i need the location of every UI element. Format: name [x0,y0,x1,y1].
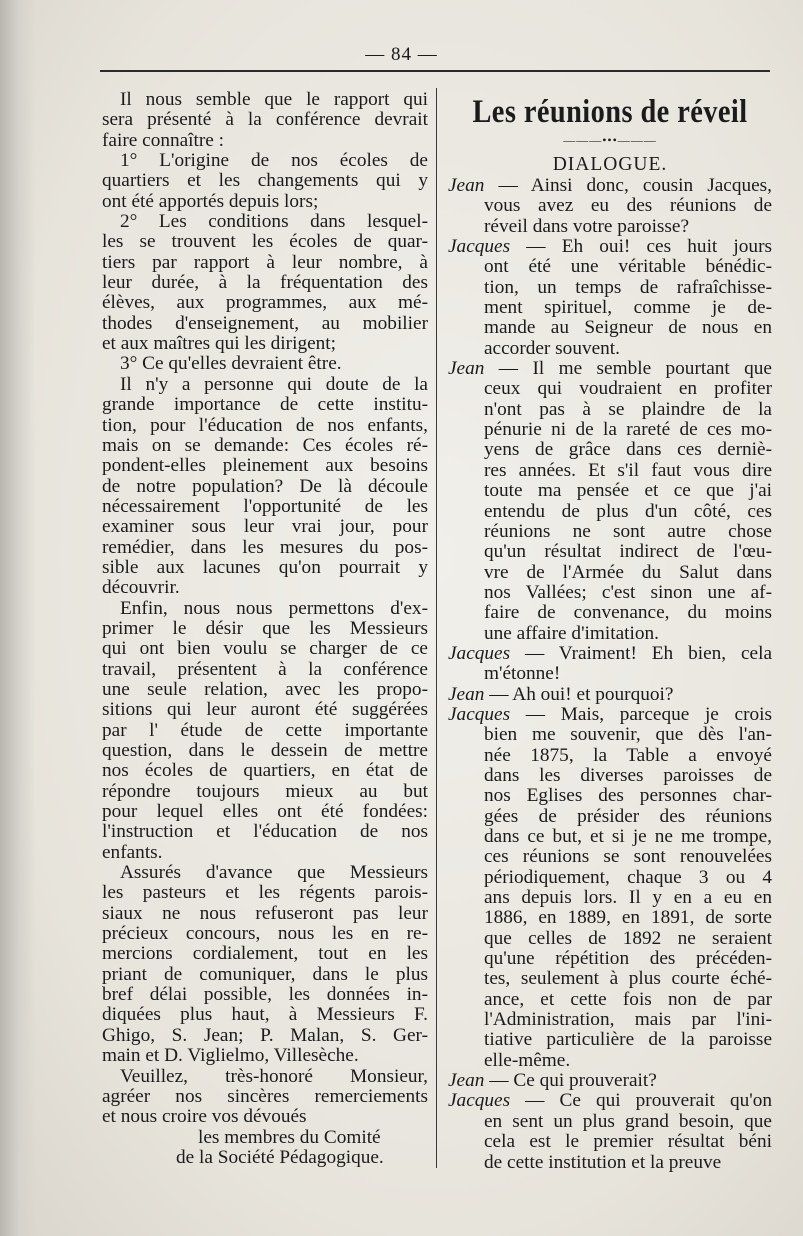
page-number: — 84 — [365,44,438,65]
dialogue-turn [448,705,772,1071]
text-line: et aux maîtres qui les dirigent; [102,333,336,355]
left-column [102,90,428,1168]
dialogue-line [448,176,772,196]
dialogue-line: tes, seulement à plus courte éché- [484,968,772,990]
dialogue-line: entendu de plus d'un côté, ces [484,500,772,522]
dialogue-line: res années. Et s'il faut vous dire [484,459,772,481]
dialogue-line: tion, un temps de rafraîchisse- [484,276,772,298]
dialogue-line: dans ce but, et si je ne me trompe, [484,826,772,847]
text-line: une seule relation, avec les propo- [102,678,428,700]
text-line: et nous croire vos dévoués [102,1106,307,1128]
text-line: remédier, dans les mesures du pos- [102,536,428,558]
dialogue-line: ment spirituel, comme je de- [484,297,772,319]
text-line: nécessairement l'opportunité de les [102,495,428,517]
text-line: de notre population? De là découle [102,475,428,497]
text-line: pour lequel elles ont été fondées: [102,801,428,823]
title-ornament: ———•••——— [563,133,657,147]
dialogue-line: vous avez eu des réunions de [484,195,772,217]
article-title: Les réunions de réveil [472,94,748,130]
dialogue-line: l'Administration, mais par l'ini- [484,1009,772,1031]
dialogue-text: — Ce qui prouverait? [484,1070,657,1092]
dialogue-line: cela est le premier résultat béni [484,1131,772,1153]
dialogue-line [448,1071,772,1091]
dialogue-line: n'ont pas à se plaindre de la [484,398,772,420]
text-line: mais on se demande: Ces écoles ré- [102,434,428,456]
dialogue-line: périodiquement, chaque 3 ou 4 [484,866,772,888]
text-line: mercions cordialement, tout en les [102,943,428,965]
text-line: nos écoles de quartiers, en état de [102,760,428,782]
dialogue-line [448,359,772,379]
text-line: l'instruction et l'éducation de nos [102,821,428,843]
signature-line: de la Société Pédagogique. [176,1146,384,1168]
dialogue-turn [448,237,772,359]
text-line: tiers par rapport à leur nombre, à [102,251,428,273]
dialogue-text: — Ainsi donc, cousin Jacques, [484,175,772,196]
text-line: Enfin, nous nous permettons d'ex- [120,597,428,619]
dialogue-line: qu'un résultat indirect de l'œu- [484,541,772,563]
speaker-name: Jacques [448,642,511,664]
text-line: élèves, aux programmes, aux mé- [102,292,428,314]
text-line: les pasteurs et les régents parois- [102,882,428,904]
dialogue-line [448,1091,772,1111]
dialogue-turn [448,644,772,685]
text-line: agréer nos sincères remerciements [102,1085,428,1107]
text-line: précieux concours, nous les en re- [102,923,428,945]
text-line: travail, présentent à la conférence [102,658,428,680]
dialogue-text: — Ce qui prouverait qu'on [510,1090,772,1112]
dialogue-line: 1886, en 1889, en 1891, de sorte [484,907,772,929]
text-line: les se trouvent les écoles de quar- [102,231,428,253]
text-line: diquées plus haut, à Messieurs F. [102,1004,428,1026]
dialogue-line: dans les diverses paroisses de [484,764,772,786]
text-line: Ghigo, S. Jean; P. Malan, S. Ger- [102,1024,428,1046]
text-line: enfants. [102,841,163,863]
text-line: priant de comuniquer, dans le plus [102,963,428,985]
text-line: sible aux lacunes qu'on pourrait y [102,556,428,578]
text-line: thodes d'enseignement, au mobilier [102,312,428,334]
dialogue-line: en sent un plus grand besoin, que [484,1110,772,1132]
speaker-name: Jean [448,683,485,705]
dialogue-line [448,705,772,725]
dialogue-text: — Il me semble pourtant que [484,358,772,380]
speaker-name: Jean [448,175,485,196]
text-line: examiner sous leur vrai jour, pour [102,516,428,538]
speaker-name: Jean [448,358,485,380]
dialogue-line: bien me souvenir, que dès l'an- [484,724,772,746]
dialogue-line: yens de grâce dans ces derniè- [484,439,772,461]
text-line: sera présenté à la conférence devrait [102,109,428,131]
dialogue [448,176,772,1173]
article-subtitle: DIALOGUE. [552,154,668,175]
dialogue-line [448,237,772,257]
dialogue-line: gées de présider des réunions [484,805,772,827]
dialogue-turn [448,1071,772,1091]
dialogue-text: — Eh oui! ces huit jours [510,236,772,258]
dialogue-turn [448,1091,772,1172]
text-line: Il n'y a personne qui doute de la [120,373,428,395]
dialogue-line [448,685,772,705]
dialogue-line: ance, et cette fois non de par [484,988,772,1010]
dialogue-text: — Ah oui! et pourquoi? [484,683,674,705]
text-line: sitions qui leur auront été suggérées [102,699,428,721]
dialogue-line: elle-même. [484,1049,571,1071]
dialogue-line: ans depuis lors. Il y en a eu en [484,887,772,909]
column-divider [436,88,437,1168]
text-line: siaux ne nous refuseront pas leur [102,902,428,924]
text-line: bref délai possible, les données in- [102,984,428,1006]
text-line: Assurés d'avance que Messieurs [120,862,428,884]
dialogue-turn [448,359,772,644]
text-line: leur durée, à la fréquentation des [102,272,428,294]
text-line: par l' étude de cette importante [102,719,428,741]
dialogue-turn [448,685,772,705]
text-line: faire connaître : [102,129,225,151]
text-line: question, dans le dessein de mettre [102,740,428,761]
dialogue-line: réveil dans votre paroisse? [484,215,690,237]
text-line: Veuillez, très-honoré Monsieur, [120,1065,428,1087]
text-line: 3° Ce qu'elles devraient être. [120,353,342,375]
dialogue-line: que celles de 1892 ne seraient [484,927,772,949]
dialogue-text: — Mais, parceque je crois [510,703,772,725]
dialogue-line: qu'une répétition des précéden- [484,948,772,970]
dialogue-line: m'étonne! [484,663,561,685]
dialogue-line: mande au Seigneur de nous en [484,317,772,339]
speaker-name: Jacques [448,236,511,258]
dialogue-line [448,644,772,664]
dialogue-turn [448,176,772,237]
dialogue-line: ont été une véritable bénédic- [484,256,772,278]
text-line: grande importance de cette institu- [102,394,428,416]
text-line: ont été apportés depuis lors; [102,190,319,212]
dialogue-line: réunions ne sont autre chose [484,520,772,542]
right-column [448,90,772,1173]
text-line: quartiers et les changements qui y [102,170,428,192]
dialogue-line: nos Vallées; c'est sinon une af- [484,581,772,603]
page-edge-shadow [0,0,36,1236]
header-rule [100,70,770,72]
dialogue-line: née 1875, la Table a envoyé [484,744,772,766]
text-line: 1° L'origine de nos écoles de [120,150,428,172]
speaker-name: Jacques [448,1090,511,1112]
text-line: 2° Les conditions dans lesquel- [120,211,428,233]
dialogue-line: pénurie ni de la rareté de ces mo- [484,419,772,441]
signature-line: les membres du Comité [198,1126,381,1148]
dialogue-line: tiative particulière de la paroisse [484,1029,772,1051]
dialogue-line: nos Eglises des personnes char- [484,785,772,807]
text-line: primer le désir que les Messieurs [102,617,428,639]
dialogue-text: — Vraiment! Eh bien, cela [510,642,772,664]
speaker-name: Jean [448,1070,485,1092]
text-line: main et D. Viglielmo, Villesèche. [102,1045,359,1067]
speaker-name: Jacques [448,703,511,725]
text-line: Il nous semble que le rapport qui [120,89,428,110]
text-line: pondent-elles pleinement aux besoins [102,455,428,477]
dialogue-line: accorder souvent. [484,337,620,359]
dialogue-line: de cette institution et la preuve [484,1151,722,1173]
dialogue-line: vre de l'Armée du Salut dans [484,561,772,583]
text-line: répondre toujours mieux au but [102,780,428,802]
dialogue-line: toute ma pensée et ce que j'ai [484,480,772,502]
text-line: tion, pour l'éducation de nos enfants, [102,414,428,436]
dialogue-line: une affaire d'imitation. [484,622,659,644]
dialogue-line: faire de convenance, du moins [484,602,772,624]
text-line: découvrir. [102,577,180,599]
dialogue-line: ceux qui voudraient en profiter [484,378,772,400]
text-line: qui ont bien voulu se charger de ce [102,638,428,660]
dialogue-line: ces réunions se sont renouvelées [484,846,772,868]
